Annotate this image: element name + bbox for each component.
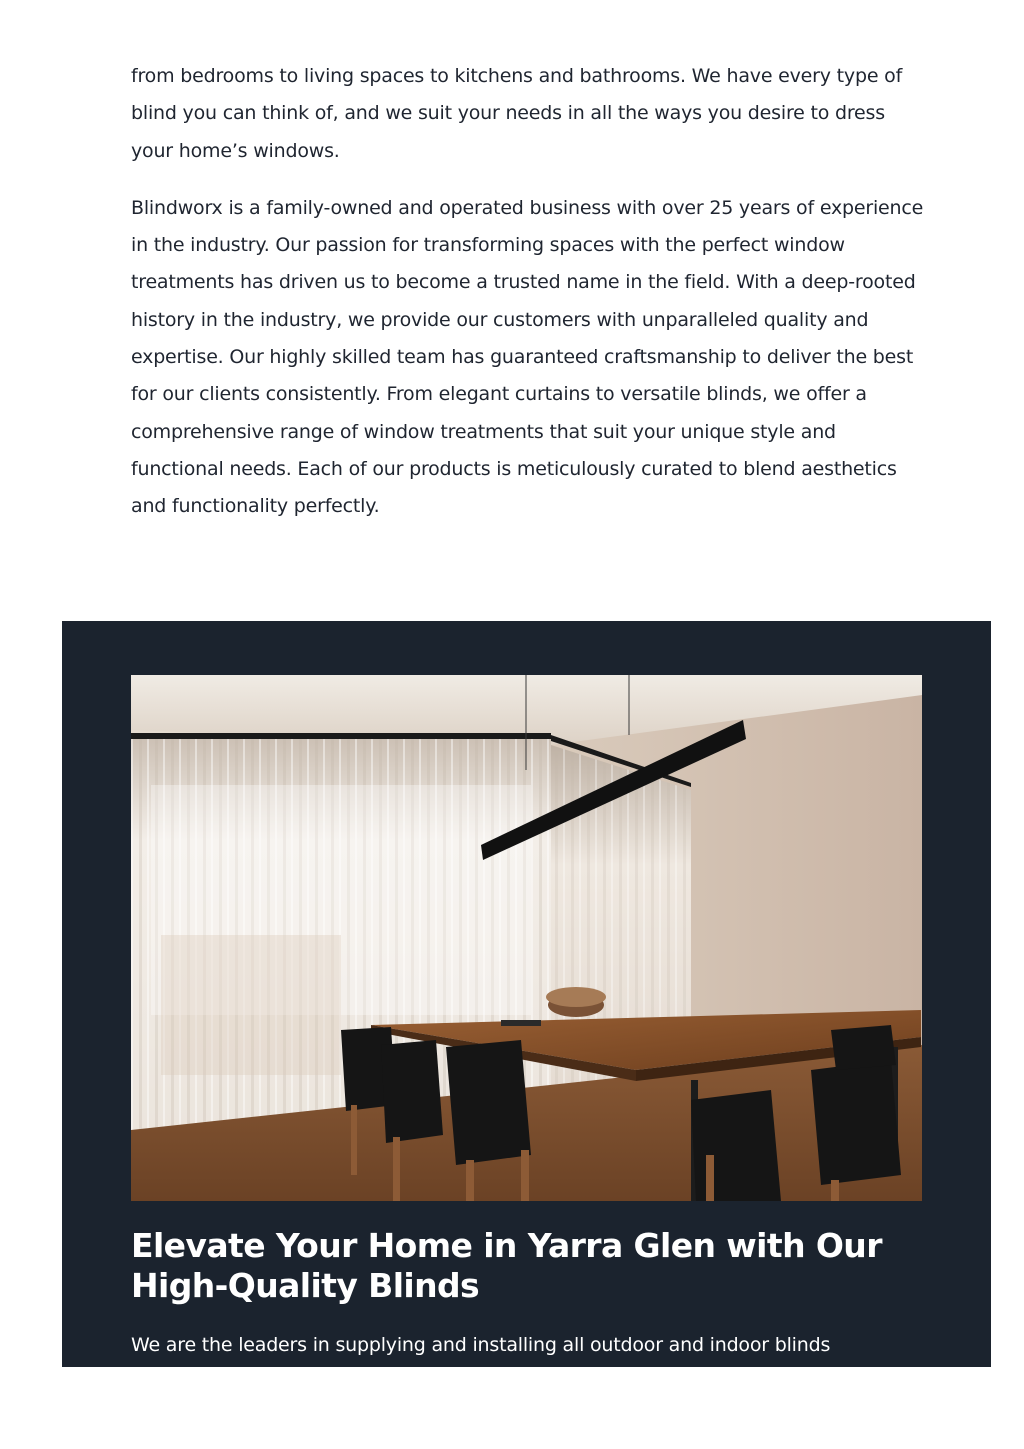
dining-room-image xyxy=(131,675,922,1201)
feature-text: We are the leaders in supplying and installing all outdoor and indoor blinds xyxy=(131,1334,831,1356)
feature-heading: Elevate Your Home in Yarra Glen with Our High-Quality Blinds xyxy=(131,1226,882,1305)
intro-section xyxy=(131,58,931,526)
intro-paragraph-1: from bedrooms to living spaces to kitchens and bathrooms. We have every type of blind you can think of, and we suit your needs in all the ways you desire to dress your home’s windows. xyxy=(131,65,903,162)
intro-paragraph-2: Blindworx is a family-owned and operated business with over 25 years of experience in the industry. Our passion for transforming spaces with the perfect window treatments has driven us to become a trusted name in the field. With a deep-rooted history in the industry, we provide our customers with unparalleled quality and expertise. Our highly skilled team has guaranteed craftsmanship to deliver the best for our clients consistently. From elegant curtains to versatile blinds, we offer a comprehensive range of window treatments that suit your unique style and functional needs. Each of our products is meticulously curated to blend aesthetics and functionality perfectly. xyxy=(131,196,924,518)
feature-section xyxy=(62,621,991,1367)
